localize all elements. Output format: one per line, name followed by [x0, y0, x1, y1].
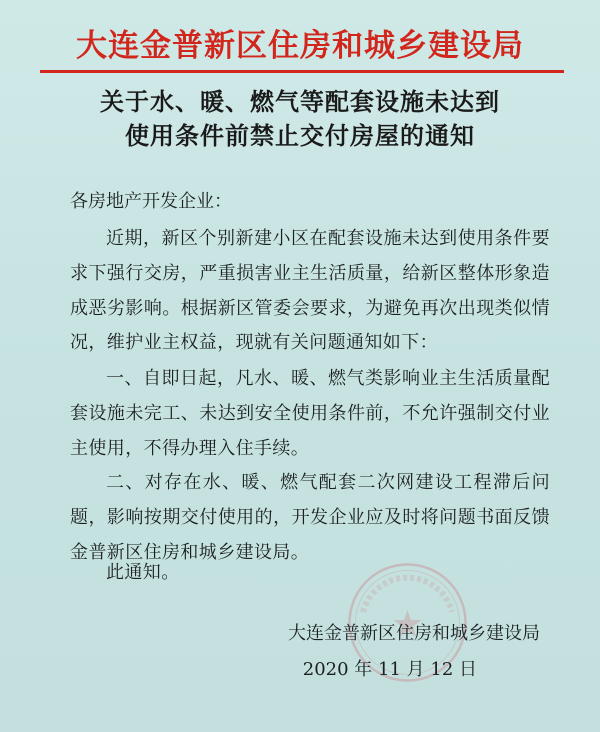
body-paragraph-intro: 近期，新区个别新建小区在配套设施未达到使用条件要求下强行交房，严重损害业主生活质量，给新区整体形象造成恶劣影响。根据新区管委会要求，为避免再次出现类似情况，维护业主权益，现就有关问题通知如下：	[70, 228, 550, 354]
issuer-signature: 大连金普新区住房和城乡建设局	[288, 623, 540, 644]
notice-title-line-2: 使用条件前禁止交付房屋的通知	[125, 122, 475, 150]
issue-date: 2020 年 11 月 12 日	[302, 659, 477, 680]
red-header-rule	[40, 70, 564, 73]
body-paragraph-item-2: 二、对存在水、暖、燃气配套二次网建设工程滞后问题，影响按期交付使用的，开发企业应及时将问题书面反馈金普新区住房和城乡建设局。	[70, 472, 550, 563]
body-paragraph-closing: 此通知。	[106, 562, 180, 583]
salutation: 各房地产开发企业：	[70, 191, 232, 212]
notice-title-line-1: 关于水、暖、燃气等配套设施未达到	[100, 88, 500, 116]
issuer-header-title: 大连金普新区住房和城乡建设局	[76, 28, 524, 64]
body-paragraph-item-1: 一、自即日起，凡水、暖、燃气类影响业主生活质量配套设施未完工、未达到安全使用条件前，不允许强制交付业主使用，不得办理入住手续。	[70, 368, 550, 459]
